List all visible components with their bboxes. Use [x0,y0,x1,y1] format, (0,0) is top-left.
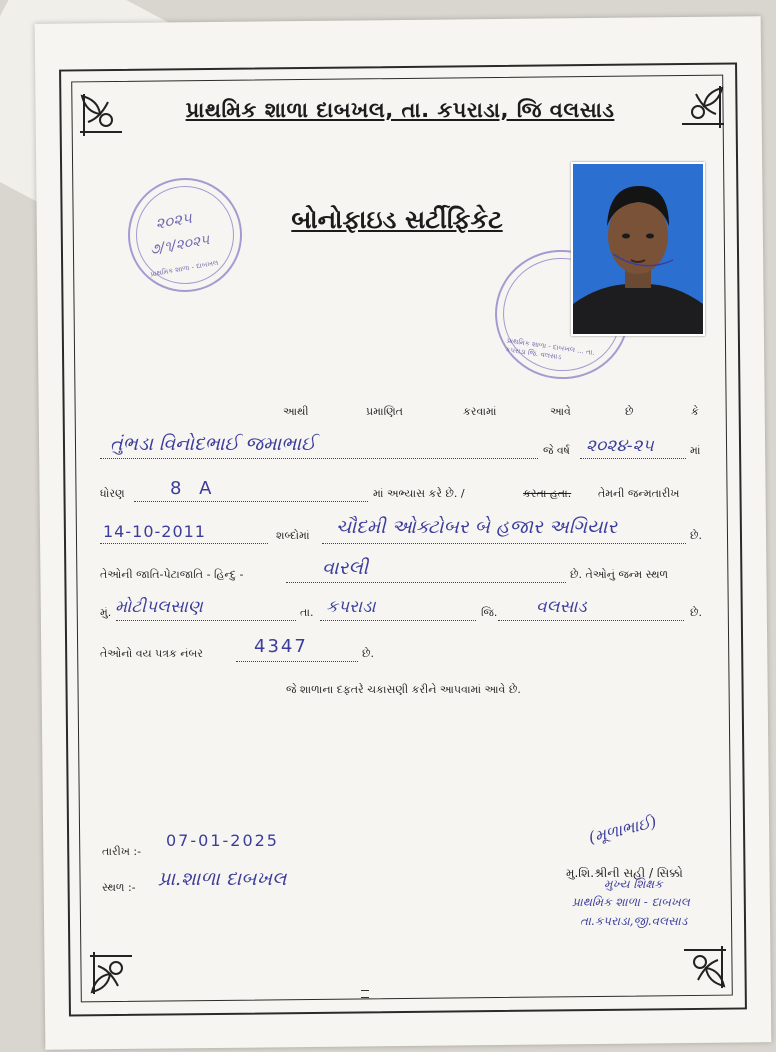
district-label: જિ. [481,606,498,619]
certificate-title: બોનોફાઇડ સર્ટીફિકેટ [291,205,503,234]
line-end: છે. [690,529,702,542]
intro-word-1: આથી [283,405,309,418]
village-prefix: મું. [100,606,112,619]
dob-in-words: ચૌદમી ઓક્ટોબર બે હજાર અગિયાર [336,516,618,538]
date-label: તારીખ :- [102,845,142,858]
year-dotted-line [580,458,686,459]
stamp-date: ૭/૧/૨૦૨૫ [148,231,211,259]
caste-dotted-line [286,582,566,583]
corner-ornament-top-right [680,84,726,130]
headmaster-signature: (મૂળાભાઈ) [586,811,659,848]
intro-word-2: પ્રમાણિત [366,405,403,418]
sign-stamp-address: તા.કપરાડા,જી.વલસાડ [580,914,688,928]
place-value: પ્રા.શાળા દાબખલ [158,868,287,890]
register-number: 4347 [254,636,308,657]
village-dotted-line [116,620,296,621]
dob-dotted-line [100,543,268,544]
sign-stamp-title: મુખ્ય શિક્ષક [604,877,663,891]
stamp-ring-text: પ્રાથમિક શાળા - દાબખલ ... તા. કપરાડા જિ. વલસાડ [505,336,596,362]
birthplace-label: છે. તેઓનું જન્મ સ્થળ [570,568,669,581]
corner-ornament-bottom-right [682,944,728,990]
register-dotted-line [236,661,358,662]
closing-line: જે શાળાના દફતરે ચકાસણી કરીને આપવામાં આવે છે. [286,683,521,696]
std-dotted-line [134,501,368,502]
district-dotted-line [498,620,684,621]
intro-word-5: છે [625,405,634,418]
sign-caption: મુ.શિ.શ્રીની સહી / સિક્કો [566,866,683,880]
intro-word-3: કરવામાં [463,405,497,418]
student-name: તુંભડા વિનોદભાઈ જમાભાઈ [110,433,316,455]
dob-label: તેમની જન્મતારીખ [598,487,680,500]
dob-value: 14-10-2011 [103,522,206,541]
taluka-value: કપરાડા [326,597,376,617]
year-label: જે વર્ષ [543,444,570,457]
intro-word-4: આવે [550,405,571,418]
taluka-dotted-line [320,620,476,621]
corner-ornament-top-left [78,92,124,138]
village-value: મોટીપલસાણ [115,597,203,617]
line-end-3: છે. [362,647,374,660]
intro-word-6: કે [691,405,699,418]
name-dotted-line [100,458,538,459]
std-label: ધોરણ [100,487,125,500]
academic-year: ૨૦૨૪-૨૫ [586,436,654,456]
year-suffix: માં [690,444,701,457]
caste-label: તેઓની જાતિ-પેટાજાતિ - હિન્દુ - [100,568,244,581]
district-value: વલસાડ [536,597,587,617]
register-label: તેઓનો વય પત્રક નંબર [100,647,203,660]
dob-words-dotted-line [322,543,686,544]
place-label: સ્થળ :- [102,881,136,894]
binding-mark [361,990,369,998]
words-label: શબ્દોમાં [276,529,310,542]
struck-text: કરતા હતા. [523,487,572,500]
study-text: માં અભ્યાસ કરે છે. / [373,487,465,500]
corner-ornament-bottom-left [88,950,134,996]
line-end-2: છે. [690,606,702,619]
stamp-year: ૨૦૨૫ [154,208,194,233]
standard-value: 8 A [170,478,218,499]
date-value: 07-01-2025 [166,831,279,850]
taluka-label: તા. [300,606,314,619]
stamp-ring-text: પ્રાથમિક શાળા - દાબખલ [149,258,219,279]
caste-value: વારલી [322,557,369,579]
sign-stamp-school: પ્રાથમિક શાળા - દાબખલ [572,895,690,909]
school-header: પ્રાથમિક શાળા દાબખલ, તા. કપરાડા, જિ વલસાડ [185,98,615,122]
student-photo [571,162,705,336]
